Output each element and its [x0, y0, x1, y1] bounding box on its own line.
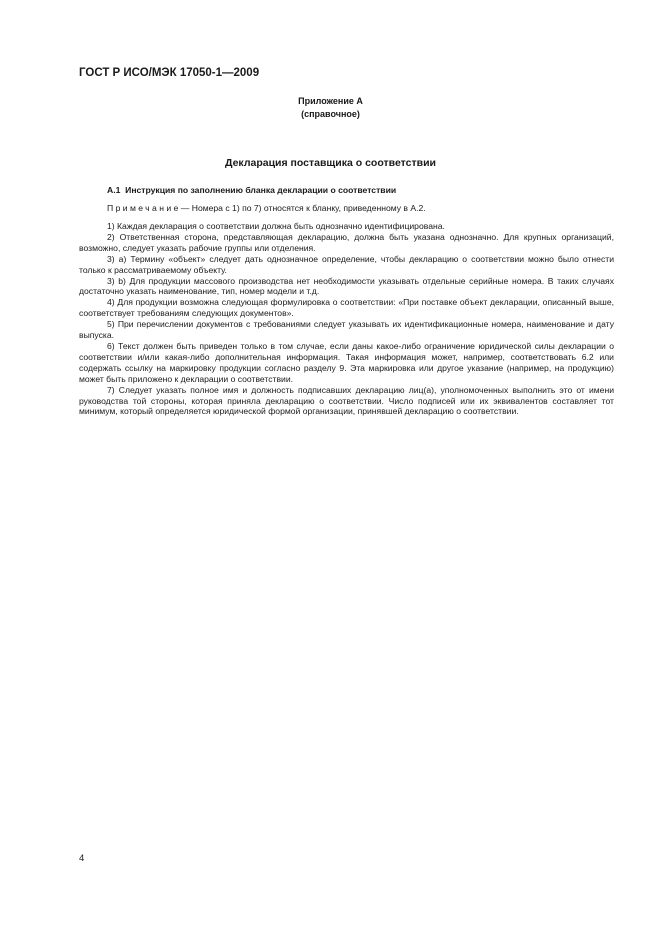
- note-text: — Номера с 1) по 7) относятся к бланку, приведенному в А.2.: [180, 203, 426, 213]
- section-heading: [107, 185, 396, 195]
- page-number: 4: [79, 853, 85, 864]
- paragraph-5: 5) При перечислении документов с требованиями следует указывать их идентификационные номера, наименование и дату выпуска.: [79, 319, 614, 341]
- note-label: Примечание: [107, 203, 181, 213]
- instructions-body: [79, 221, 614, 417]
- paragraph-3b: 3) b) Для продукции массового производства нет необходимости указывать отдельные серийные номера. В таких случаях достаточно указать наименование, тип, номер модели и т.д.: [79, 275, 614, 297]
- paragraph-2: 2) Ответственная сторона, представляющая декларацию, должна быть указана однозначно. Для крупных организаций, возможно, следует указать рабочие группы или отделения.: [79, 231, 614, 253]
- document-header: ГОСТ Р ИСО/МЭК 17050-1—2009: [79, 67, 260, 79]
- annex-title: Приложение А: [298, 96, 363, 106]
- section-number: А.1: [107, 185, 121, 195]
- paragraph-3a: 3) а) Термину «объект» следует дать однозначное определение, чтобы декларацию о соответствии можно было отнести только к рассматриваемому объекту.: [79, 253, 614, 275]
- annex-subtitle: (справочное): [301, 109, 360, 119]
- section-title: Инструкция по заполнению бланка декларации о соответствии: [125, 185, 397, 195]
- paragraph-1: 1) Каждая декларация о соответствии должна быть однозначно идентифицирована.: [107, 221, 445, 231]
- paragraph-6: 6) Текст должен быть приведен только в том случае, если даны какое-либо ограничение юридической силы декларации о соответствии и/или какая-либо дополнительная информация. Такая информация может, например, соответствовать 6.2 или содержать ссылку на маркировку продукции согласно разделу 9. Эта маркировка или другое указание (например, на продукцию) может быть приложено к декларации о соответствии.: [79, 340, 614, 384]
- annex-heading: [0, 95, 661, 121]
- main-title: Декларация поставщика о соответствии: [224, 157, 436, 169]
- paragraph-7: 7) Следует указать полное имя и должность подписавших декларацию лиц(а), уполномоченных выполнить это от имени руководства той стороны, которая приняла декларацию о соответствии. Число подписей или их эквивалентов составляет тот минимум, который определяется юридической формой организации, принявшей декларацию о соответствии.: [79, 384, 614, 417]
- paragraph-4: 4) Для продукции возможна следующая формулировка о соответствии: «При поставке объект декларации, описанный выше, соответствует требованиям следующих документов».: [79, 297, 614, 319]
- note: [107, 203, 426, 213]
